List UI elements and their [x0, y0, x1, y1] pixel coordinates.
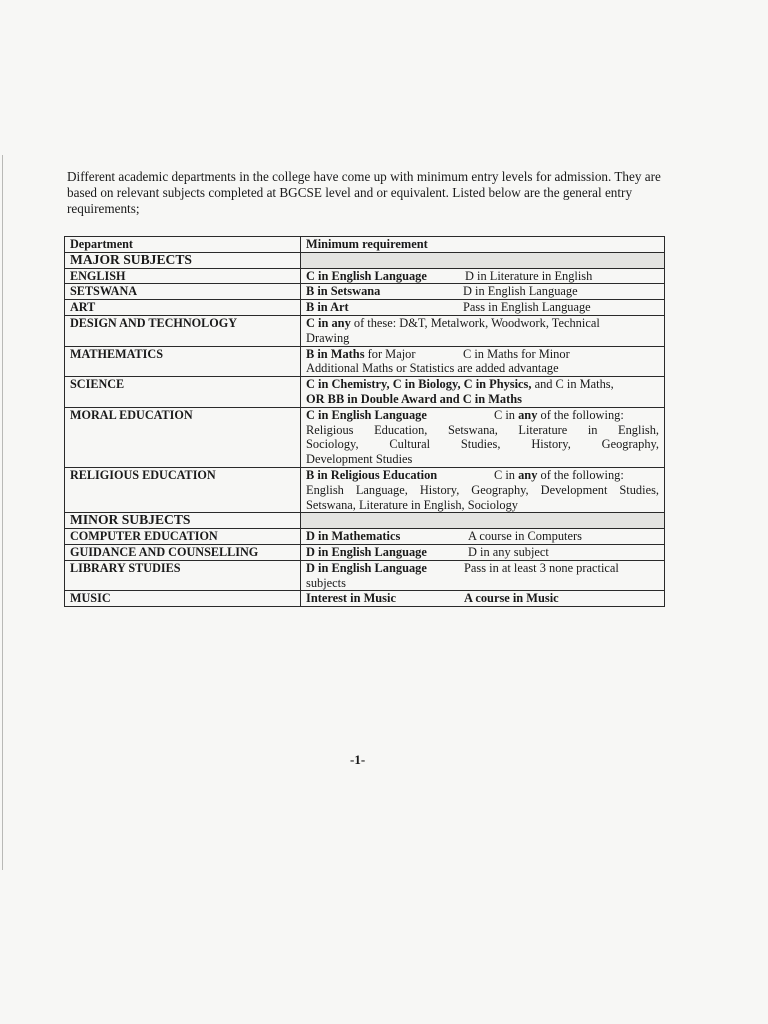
intro-paragraph: Different academic departments in the college have come up with minimum entry levels for admission. They are based on relevant subjects completed at BGCSE level and or equivalent. Listed below are the general entry requirements;: [67, 169, 661, 216]
req-secondary: Pass in at least 3 none practical: [464, 560, 619, 575]
req-line: subjects: [306, 575, 346, 590]
dept-library-studies: LIBRARY STUDIES: [65, 560, 301, 591]
req-line: Additional Maths or Statistics are added advantage: [306, 361, 559, 376]
req-grade: C in: [306, 315, 332, 330]
table-row: [65, 591, 665, 607]
req-line: Setswana, Literature in English, Sociology: [306, 497, 518, 512]
dept-english: ENGLISH: [65, 268, 301, 284]
dept-guidance-counselling: GUIDANCE AND COUNSELLING: [65, 544, 301, 560]
req-secondary: A course in Music: [464, 591, 559, 606]
req-primary: Interest in Music: [306, 591, 396, 606]
req-line: OR BB in Double Award and C in Maths: [306, 391, 522, 406]
shaded-cell: [301, 252, 665, 268]
dept-art: ART: [65, 300, 301, 316]
req-moral-education: [301, 407, 665, 467]
page-number: -1-: [350, 752, 366, 767]
req-primary: D in Mathematics: [306, 529, 401, 544]
req-line: Drawing: [306, 330, 350, 345]
req-any: any: [331, 315, 351, 330]
req-any: any: [518, 407, 538, 422]
req-primary: C in English Language: [306, 407, 427, 422]
req-grade: C in: [494, 407, 519, 422]
req-primary-note: for Major: [364, 346, 416, 361]
req-design-technology: [301, 315, 665, 346]
table-row: [65, 284, 665, 300]
req-primary: C in English Language: [306, 268, 427, 283]
req-secondary: D in any subject: [468, 544, 549, 559]
table-row: [65, 560, 665, 591]
table-row: [65, 315, 665, 346]
minor-subjects-heading: MINOR SUBJECTS: [65, 513, 301, 529]
req-primary: C in Chemistry, C in Biology, C in Physics,: [306, 377, 532, 392]
entry-requirements-table: [64, 236, 665, 607]
dept-music: MUSIC: [65, 591, 301, 607]
req-computer-education: [301, 529, 665, 545]
req-subjects: of the following:: [537, 467, 624, 482]
req-secondary: Pass in English Language: [463, 300, 591, 315]
req-grade: C in: [494, 467, 519, 482]
req-setswana: [301, 284, 665, 300]
req-music: [301, 591, 665, 607]
dept-religious-education: RELIGIOUS EDUCATION: [65, 467, 301, 512]
header-minimum-requirement: Minimum requirement: [301, 237, 665, 253]
header-department: Department: [65, 237, 301, 253]
table-row: [65, 268, 665, 284]
req-subjects: of these: D&T, Metalwork, Woodwork, Technical: [350, 315, 600, 330]
table-row: [65, 346, 665, 377]
table-row: [65, 377, 665, 408]
req-secondary: A course in Computers: [468, 529, 582, 544]
req-english: [301, 268, 665, 284]
req-religious-education: [301, 467, 665, 512]
table-header-row: [65, 237, 665, 253]
req-secondary: and C in Maths,: [531, 377, 614, 392]
dept-moral-education: MORAL EDUCATION: [65, 407, 301, 467]
dept-design-technology: DESIGN AND TECHNOLOGY: [65, 315, 301, 346]
req-library-studies: [301, 560, 665, 591]
req-subjects: of the following:: [537, 407, 624, 422]
req-science: [301, 377, 665, 408]
table-row: [65, 300, 665, 316]
table-row: [65, 529, 665, 545]
req-secondary: D in English Language: [463, 284, 578, 299]
req-guidance-counselling: [301, 544, 665, 560]
req-line: English Language, History, Geography, Development Studies,: [306, 482, 659, 497]
req-secondary: D in Literature in English: [465, 268, 593, 283]
dept-mathematics: MATHEMATICS: [65, 346, 301, 377]
section-row-major: [65, 252, 665, 268]
req-secondary: C in Maths for Minor: [463, 346, 570, 361]
req-primary: B in Maths: [306, 346, 365, 361]
req-line: Development Studies: [306, 452, 413, 467]
table-row: [65, 467, 665, 512]
major-subjects-heading: MAJOR SUBJECTS: [65, 252, 301, 268]
req-primary: B in Art: [306, 300, 349, 315]
req-any: any: [518, 467, 538, 482]
dept-computer-education: COMPUTER EDUCATION: [65, 529, 301, 545]
req-mathematics: [301, 346, 665, 377]
table-row: [65, 544, 665, 560]
req-primary: D in English Language: [306, 544, 427, 559]
req-primary: D in English Language: [306, 560, 427, 575]
req-line: Sociology, Cultural Studies, History, Geography,: [306, 437, 659, 452]
dept-setswana: SETSWANA: [65, 284, 301, 300]
req-primary: B in Setswana: [306, 284, 381, 299]
shaded-cell: [301, 513, 665, 529]
req-art: [301, 300, 665, 316]
scan-edge-line: [2, 155, 3, 870]
table-row: [65, 407, 665, 467]
req-primary: B in Religious Education: [306, 467, 438, 482]
section-row-minor: [65, 513, 665, 529]
req-line: Religious Education, Setswana, Literature in English,: [306, 422, 659, 437]
dept-science: SCIENCE: [65, 377, 301, 408]
